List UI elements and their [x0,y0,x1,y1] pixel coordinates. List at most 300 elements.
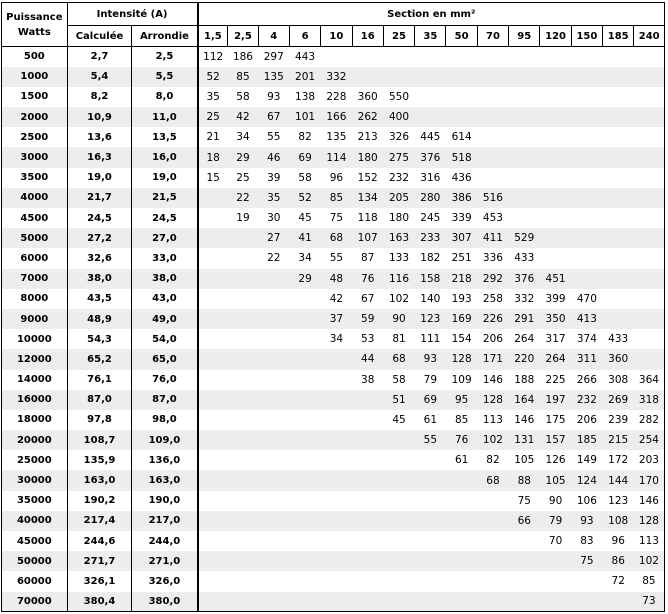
header-section-col: 6 [289,26,320,47]
section-length-cell [415,571,446,591]
section-length-cell [321,551,352,571]
section-length-cell [321,47,352,67]
section-length-cell [352,450,383,470]
section-length-cell [258,491,289,511]
section-length-cell: 614 [451,131,472,144]
section-length-cell: 45 [298,212,312,225]
calculee-cell: 380,4 [67,592,132,612]
section-length-cell [198,430,228,450]
section-length-cell: 516 [482,191,503,204]
section-length-cell [509,127,540,147]
arrondie-cell: 271,0 [132,551,198,571]
section-length-cell: 226 [482,313,503,326]
section-length-cell [289,410,320,430]
section-length-cell [415,491,446,511]
section-length-cell [198,188,228,208]
section-length-cell: 206 [482,333,503,346]
arrondie-cell: 109,0 [132,430,198,450]
section-length-cell [198,410,228,430]
section-length-cell [352,491,383,511]
section-length-cell: 152 [357,171,378,184]
section-length-cell: 185 [576,434,597,447]
puissance-cell: 16000 [2,390,68,410]
section-length-cell: 453 [482,212,503,225]
section-length-cell: 118 [357,212,378,225]
section-length-cell [198,370,228,390]
section-length-cell: 413 [576,313,597,326]
section-length-cell [228,248,258,268]
section-length-cell: 61 [454,454,469,467]
table-row [2,370,665,390]
section-length-cell: 470 [576,292,597,305]
section-length-cell [321,470,352,490]
section-length-cell [603,67,634,87]
section-length-cell [634,147,665,167]
section-length-cell: 113 [482,413,503,426]
section-length-cell [352,67,383,87]
section-length-cell: 42 [329,292,344,305]
table-row [2,147,665,167]
section-length-cell [228,491,258,511]
section-length-cell [321,430,352,450]
section-length-cell: 158 [420,272,441,285]
calculee-cell: 326,1 [67,571,132,591]
arrondie-cell: 65,0 [132,349,198,369]
section-length-cell [634,309,665,329]
section-length-cell [198,390,228,410]
section-length-cell: 205 [388,191,410,204]
section-length-cell [198,248,228,268]
header-section-col: 150 [571,26,602,47]
section-length-cell: 282 [634,410,665,430]
puissance-cell: 70000 [2,592,68,612]
arrondie-cell: 217,0 [132,511,198,531]
puissance-cell: 18000 [2,410,68,430]
section-length-cell: 107 [357,232,378,245]
header-puissance [2,3,68,47]
section-length-cell: 175 [545,413,566,426]
section-length-cell [352,571,383,591]
puissance-cell: 3500 [2,168,68,188]
table-row [2,107,665,127]
section-length-cell [228,289,258,309]
arrondie-cell: 190,0 [132,491,198,511]
section-length-cell: 93 [267,90,281,103]
header-section-col: 185 [603,26,634,47]
section-length-cell [477,511,508,531]
section-length-cell [198,491,228,511]
section-length-cell: 336 [482,252,503,265]
section-length-cell [634,87,665,107]
cable-section-table [1,2,665,612]
section-length-cell: 180 [388,212,410,225]
section-length-cell: 220 [514,353,535,366]
header-puissance-line1: Puissance [6,11,63,23]
section-length-cell: 105 [545,474,566,487]
section-length-cell: 67 [361,292,375,305]
section-length-cell: 85 [236,70,250,83]
section-length-cell: 35 [198,87,228,107]
section-length-cell: 68 [486,474,500,487]
section-length-cell [228,531,258,551]
section-length-cell [446,87,477,107]
section-length-cell: 529 [514,232,535,245]
section-length-cell: 102 [388,292,410,305]
section-length-cell: 58 [392,373,406,386]
calculee-cell: 54,3 [67,329,132,349]
section-length-cell: 38 [361,373,375,386]
section-length-cell: 112 [198,47,228,67]
puissance-cell: 6000 [2,248,68,268]
section-length-cell [289,592,320,612]
section-length-cell: 146 [634,491,665,511]
section-length-cell [540,147,571,167]
section-length-cell: 232 [388,171,410,184]
section-length-cell: 297 [263,50,284,63]
table-row [2,208,665,228]
section-length-cell: 55 [267,131,281,144]
section-length-cell: 124 [576,474,597,487]
section-length-cell [634,208,665,228]
section-length-cell [258,531,289,551]
section-length-cell: 307 [451,232,472,245]
section-length-cell [571,269,602,289]
section-length-cell: 180 [357,151,378,164]
section-length-cell [228,269,258,289]
section-length-cell [258,470,289,490]
section-length-cell: 52 [198,67,228,87]
section-length-cell: 44 [361,353,375,366]
puissance-cell: 7000 [2,269,68,289]
calculee-cell: 16,3 [67,147,132,167]
section-length-cell [383,491,414,511]
section-length-cell [571,228,602,248]
section-length-cell: 52 [298,191,312,204]
section-length-cell: 102 [482,434,503,447]
section-length-cell: 225 [545,373,566,386]
puissance-cell: 40000 [2,511,68,531]
section-length-cell [289,531,320,551]
section-length-cell [321,349,352,369]
section-length-cell: 18 [198,147,228,167]
section-length-cell [603,127,634,147]
section-length-cell [540,208,571,228]
table-row [2,390,665,410]
section-length-cell: 186 [232,50,253,63]
section-length-cell [258,450,289,470]
section-length-cell [415,47,446,67]
table-row [2,47,665,67]
arrondie-cell: 21,5 [132,188,198,208]
section-length-cell [603,248,634,268]
section-length-cell [383,531,414,551]
section-length-cell [603,147,634,167]
section-length-cell [446,491,477,511]
section-length-cell [446,511,477,531]
calculee-cell: 108,7 [67,430,132,450]
section-length-cell [477,147,508,167]
section-length-cell: 72 [611,575,625,588]
section-length-cell: 203 [634,450,665,470]
section-length-cell [198,450,228,470]
section-length-cell: 157 [545,434,566,447]
section-length-cell [228,390,258,410]
section-length-cell [352,390,383,410]
section-length-cell [603,47,634,67]
section-length-cell: 108 [608,514,629,527]
section-length-cell: 400 [388,111,410,124]
section-length-cell [634,269,665,289]
section-length-cell [634,67,665,87]
table-row [2,450,665,470]
section-length-cell: 15 [198,168,228,188]
section-length-cell [571,87,602,107]
arrondie-cell: 16,0 [132,147,198,167]
table-row [2,289,665,309]
section-length-cell: 201 [295,70,316,83]
puissance-cell: 35000 [2,491,68,511]
section-length-cell [198,571,228,591]
section-length-cell: 451 [545,272,566,285]
section-length-cell: 154 [451,333,472,346]
section-length-cell [383,430,414,450]
arrondie-cell: 87,0 [132,390,198,410]
section-length-cell: 29 [298,272,312,285]
section-length-cell [603,592,634,612]
section-length-cell: 206 [576,413,597,426]
section-length-cell: 350 [545,313,566,326]
section-length-cell: 317 [545,333,566,346]
section-length-cell [352,470,383,490]
section-length-cell: 39 [267,171,281,184]
section-length-cell [289,551,320,571]
section-length-cell: 34 [329,333,344,346]
section-length-cell: 360 [357,90,378,103]
section-length-cell [415,511,446,531]
section-length-cell [571,67,602,87]
arrondie-cell: 11,0 [132,107,198,127]
header-section-col: 10 [321,26,352,47]
section-length-cell: 34 [298,252,312,265]
section-length-cell [477,168,508,188]
table-row [2,410,665,430]
section-length-cell [446,531,477,551]
section-length-cell: 254 [634,430,665,450]
section-length-cell [540,248,571,268]
section-length-cell [540,592,571,612]
section-length-cell [571,188,602,208]
section-length-cell [446,47,477,67]
puissance-cell: 9000 [2,309,68,329]
table-row [2,188,665,208]
section-length-cell: 59 [361,313,375,326]
section-length-cell [509,168,540,188]
section-length-cell [321,491,352,511]
section-length-cell [289,571,320,591]
puissance-cell: 12000 [2,349,68,369]
section-length-cell [258,511,289,531]
section-length-cell: 96 [611,535,625,548]
section-length-cell [477,87,508,107]
section-length-cell: 116 [388,272,410,285]
section-length-cell: 245 [420,212,441,225]
table-row [2,67,665,87]
section-length-cell [352,511,383,531]
table-row [2,531,665,551]
section-length-cell [228,592,258,612]
section-length-cell [571,107,602,127]
section-length-cell: 197 [545,393,566,406]
puissance-cell: 2500 [2,127,68,147]
section-length-cell: 82 [486,454,500,467]
table-row [2,329,665,349]
table-body [2,47,665,612]
section-length-cell [477,127,508,147]
section-length-cell: 76 [454,434,469,447]
section-length-cell: 163 [388,232,410,245]
header-arrondie: Arrondie [132,26,198,47]
section-length-cell: 34 [236,131,250,144]
section-length-cell [540,67,571,87]
section-length-cell [258,430,289,450]
section-length-cell: 213 [357,131,378,144]
section-length-cell: 45 [392,413,406,426]
section-length-cell [258,390,289,410]
section-length-cell [198,329,228,349]
section-length-cell [198,349,228,369]
section-length-cell [383,450,414,470]
puissance-cell: 4500 [2,208,68,228]
puissance-cell: 45000 [2,531,68,551]
section-length-cell [634,248,665,268]
section-length-cell: 22 [267,252,281,265]
section-length-cell: 182 [420,252,441,265]
section-length-cell [198,269,228,289]
section-length-cell [540,571,571,591]
puissance-cell: 14000 [2,370,68,390]
header-section-col: 1,5 [198,26,228,47]
section-length-cell: 128 [634,511,665,531]
section-length-cell: 146 [514,413,535,426]
section-length-cell: 58 [298,171,312,184]
section-length-cell [258,551,289,571]
header-section-col: 2,5 [228,26,258,47]
section-length-cell: 69 [423,393,438,406]
section-length-cell: 311 [576,353,597,366]
section-length-cell [603,269,634,289]
header-section-col: 4 [258,26,289,47]
table-row [2,228,665,248]
calculee-cell: 19,0 [67,168,132,188]
section-length-cell [509,208,540,228]
puissance-cell: 10000 [2,329,68,349]
section-length-cell [415,592,446,612]
section-length-cell: 48 [329,272,344,285]
section-length-cell: 70 [548,535,563,548]
section-length-cell: 411 [482,232,503,245]
header-section: Section en mm² [198,3,665,26]
header-section-col: 16 [352,26,383,47]
section-length-cell [228,470,258,490]
section-length-cell [634,228,665,248]
section-length-cell [289,349,320,369]
section-length-cell: 172 [608,454,629,467]
section-length-cell: 93 [423,353,438,366]
section-length-cell: 106 [576,494,597,507]
section-length-cell: 215 [608,434,629,447]
section-length-cell [228,430,258,450]
header-section-col: 240 [634,26,665,47]
section-length-cell [477,551,508,571]
section-length-cell: 332 [326,70,347,83]
section-length-cell [509,531,540,551]
section-length-cell: 170 [634,470,665,490]
arrondie-cell: 27,0 [132,228,198,248]
section-length-cell: 109 [451,373,472,386]
puissance-cell: 5000 [2,228,68,248]
section-length-cell: 90 [392,313,406,326]
section-length-cell [603,228,634,248]
section-length-cell: 68 [329,232,344,245]
section-length-cell: 69 [298,151,312,164]
section-length-cell [509,571,540,591]
section-length-cell [321,571,352,591]
section-length-cell [352,592,383,612]
section-length-cell [634,289,665,309]
section-length-cell: 22 [236,191,250,204]
section-length-cell [477,592,508,612]
calculee-cell: 38,0 [67,269,132,289]
table-row [2,470,665,490]
section-length-cell: 95 [454,393,469,406]
section-length-cell [321,592,352,612]
section-length-cell: 169 [451,313,472,326]
section-length-cell [258,349,289,369]
section-length-cell [634,168,665,188]
section-length-cell [509,67,540,87]
section-length-cell [352,531,383,551]
section-length-cell: 339 [451,212,472,225]
section-length-cell: 46 [267,151,281,164]
section-length-cell: 433 [608,333,629,346]
section-length-cell: 75 [580,555,594,568]
section-length-cell: 35 [267,191,281,204]
section-length-cell [446,107,477,127]
section-length-cell: 85 [454,413,469,426]
calculee-cell: 244,6 [67,531,132,551]
section-length-cell [228,410,258,430]
section-length-cell [415,450,446,470]
section-length-cell [289,511,320,531]
arrondie-cell: 8,0 [132,87,198,107]
arrondie-cell: 326,0 [132,571,198,591]
section-length-cell: 90 [548,494,563,507]
arrondie-cell: 43,0 [132,289,198,309]
section-length-cell [571,168,602,188]
section-length-cell: 326 [388,131,410,144]
section-length-cell [258,329,289,349]
section-length-cell [540,228,571,248]
arrondie-cell: 5,5 [132,67,198,87]
section-length-cell [383,571,414,591]
section-length-cell: 30 [267,212,281,225]
section-length-cell [603,87,634,107]
section-length-cell: 399 [545,292,566,305]
section-length-cell: 25 [198,107,228,127]
section-length-cell [446,551,477,571]
calculee-cell: 48,9 [67,309,132,329]
section-length-cell [321,450,352,470]
